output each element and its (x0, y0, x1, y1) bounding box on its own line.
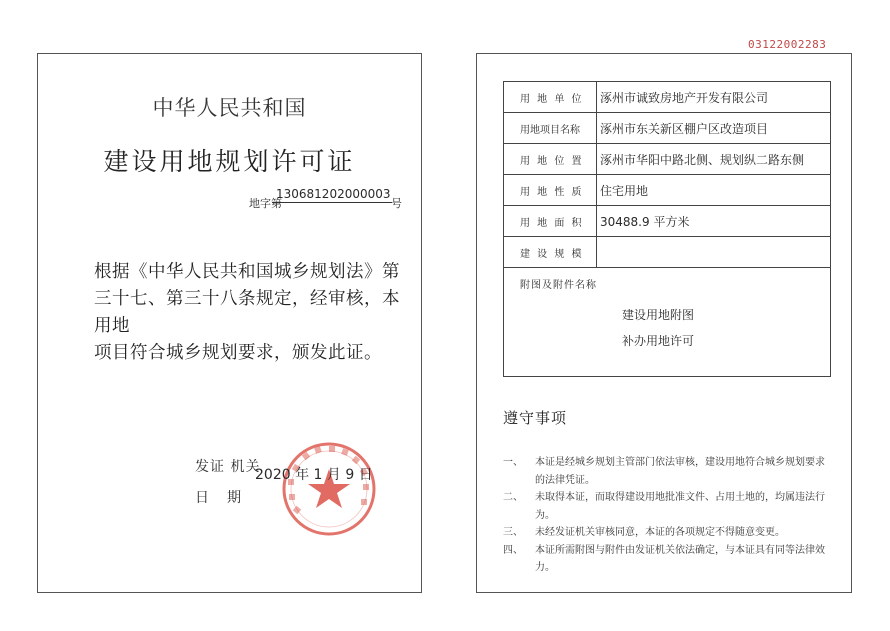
body-line: 根据《中华人民共和国城乡规划法》第 (94, 262, 400, 282)
country-name: 中华人民共和国 (152, 96, 307, 120)
table-row (504, 175, 830, 206)
date-label-char: 日 (195, 490, 209, 506)
table-row (504, 144, 830, 175)
permit-suffix: 号 (391, 197, 402, 210)
note-text: 本证所需附图与附件由发证机关依法确定，与本证具有同等法律效力。 (535, 544, 825, 573)
note-number: 四、 (503, 544, 523, 556)
row-value: 住宅用地 (600, 183, 649, 198)
note-item (503, 489, 833, 524)
permit-number: 130681202000003 (272, 187, 392, 203)
row-label: 用 地 位 置 (504, 144, 597, 174)
note-item (503, 542, 833, 577)
table-row (504, 237, 830, 268)
note-number: 一、 (503, 457, 523, 468)
row-value: 30488.9 平方米 (600, 214, 690, 229)
note-item (503, 454, 833, 489)
land-info-table (503, 81, 831, 377)
table-row (504, 82, 830, 113)
serial-number: 03122002283 (748, 38, 827, 51)
permit-prefix: 地字第 (249, 197, 282, 210)
note-text: 本证是经城乡规划主管部门依法审核，建设用地符合城乡规划要求的法律凭证。 (535, 457, 825, 486)
notes-list (503, 454, 833, 577)
certificate-title: 建设用地规划许可证 (103, 147, 356, 176)
row-value: 涿州市诚致房地产开发有限公司 (600, 90, 769, 105)
issue-date: 2020 年 1 月 9 日 (255, 467, 373, 483)
certificate-body-text (94, 259, 404, 367)
note-number: 二、 (503, 492, 523, 503)
date-label (195, 487, 259, 507)
row-label: 用 地 性 质 (504, 175, 597, 205)
left-page (37, 53, 422, 593)
note-item (503, 524, 833, 542)
note-text: 未经发证机关审核同意，本证的各项规定不得随意变更。 (535, 527, 785, 538)
attachments-section (504, 268, 830, 376)
attachment-item: 建设用地附图 (622, 308, 695, 322)
body-line: 项目符合城乡规划要求，颁发此证。 (94, 343, 382, 363)
row-value: 涿州市东关新区棚户区改造项目 (600, 121, 769, 136)
row-value (597, 237, 830, 267)
official-seal-icon (279, 439, 379, 539)
attachments-label: 附图及附件名称 (520, 280, 597, 291)
row-label: 建 设 规 模 (504, 237, 597, 267)
row-label: 用 地 单 位 (504, 82, 597, 112)
row-label: 用 地 面 积 (504, 206, 597, 236)
right-page (476, 53, 852, 593)
date-label-char: 期 (227, 490, 241, 506)
note-text: 未取得本证，而取得建设用地批准文件、占用土地的，均属违法行为。 (535, 492, 825, 521)
body-line: 三十七、第三十八条规定，经审核，本用地 (94, 289, 400, 336)
notes-title: 遵守事项 (503, 409, 568, 427)
table-row (504, 113, 830, 144)
table-row (504, 206, 830, 237)
issuing-authority-label: 发证 机关 (195, 459, 261, 475)
note-number: 三、 (503, 527, 523, 538)
row-value: 涿州市华阳中路北侧、规划纵二路东侧 (600, 152, 805, 167)
attachment-item: 补办用地许可 (622, 334, 695, 348)
row-label: 用地项目名称 (504, 113, 597, 143)
